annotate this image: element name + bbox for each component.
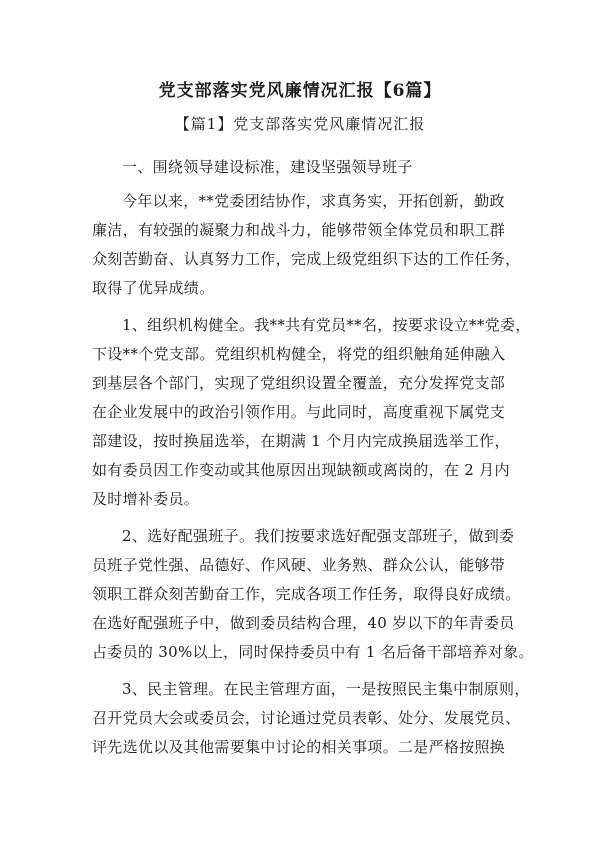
paragraph-line: 如有委员因工作变动或其他原因出现缺额或离岗的，在 2 月内 [92, 461, 510, 479]
paragraph-line: 及时增补委员。 [92, 490, 200, 508]
paragraph-line: 廉洁，有较强的凝聚力和战斗力，能够带领全体党员和职工群 [92, 221, 506, 239]
paragraph-line: 到基层各个部门，实现了党组织设置全覆盖，充分发挥党支部 [92, 374, 506, 392]
paragraph-line: 在企业发展中的政治引领作用。与此同时，高度重视下属党支 [92, 403, 506, 421]
paragraph-line: 取得了优异成绩。 [92, 279, 215, 297]
paragraph-line: 下设**个党支部。党组织机构健全，将党的组织触角延伸融入 [92, 345, 506, 363]
paragraph-line: 在选好配强班子中，做到委员结构合理，40 岁以下的年青委员 [92, 614, 515, 632]
paragraph-line: 3、民主管理。在民主管理方面，一是按照民主集中制原则， [122, 680, 530, 698]
paragraph-line: 领职工群众刻苦勤奋工作，完成各项工作任务，取得良好成绩。 [92, 585, 521, 603]
paragraph-line: 员班子党性强、品德好、作风硬、业务熟、群众公认，能够带 [92, 556, 506, 574]
section-heading: 一、围绕领导建设标准，建设坚强领导班子 [122, 158, 413, 176]
paragraph-line: 部建设，按时换届选举，在期满 1 个月内完成换届选举工作， [92, 432, 510, 450]
paragraph-line: 2、选好配强班子。我们按要求选好配强支部班子，做到委 [122, 527, 515, 545]
paragraph-line: 占委员的 30%以上，同时保持委员中有 1 名后备干部培养对象。 [92, 643, 534, 661]
paragraph-line: 召开党员大会或委员会，讨论通过党员表彰、处分、发展党员、 [92, 709, 521, 727]
paragraph-line: 今年以来，**党委团结协作，求真务实，开拓创新，勤政 [122, 192, 505, 210]
document-subtitle: 【篇1】党支部落实党风廉情况汇报 [174, 115, 426, 133]
paragraph-line: 众刻苦勤奋、认真努力工作，完成上级党组织下达的工作任务， [92, 250, 521, 268]
paragraph-line: 1、组织机构健全。我**共有党员**名，按要求设立**党委， [122, 316, 531, 334]
document-title: 党支部落实党风廉情况汇报【6篇】 [158, 81, 442, 101]
paragraph-line: 评先选优以及其他需要集中讨论的相关事项。二是严格按照换 [92, 738, 506, 756]
